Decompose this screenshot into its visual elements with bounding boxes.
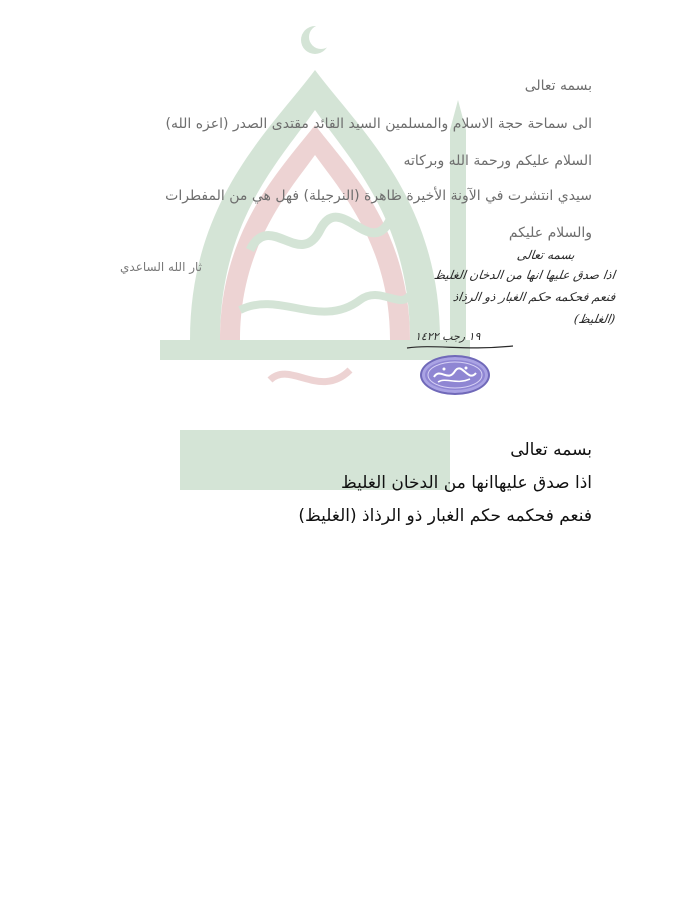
handwritten-date: ١٩ رجب ١٤٢٢ xyxy=(415,330,481,343)
signature-underline xyxy=(405,342,515,352)
letter-question: سيدي انتشرت في الآونة الأخيرة ظاهرة (النرجيلة) فهل هي من المفطرات xyxy=(165,188,592,204)
letter-closing: والسلام عليكم xyxy=(508,225,592,241)
letter-greeting: السلام عليكم ورحمة الله وبركاته xyxy=(403,153,592,169)
answer-line-1: اذا صدق عليهاانها من الدخان الغليظ xyxy=(340,473,592,493)
answer-line-2: فنعم فحكمه حكم الغبار ذو الرذاذ (الغليظ) xyxy=(298,506,592,526)
letter-addressee: الى سماحة حجة الاسلام والمسلمين السيد القائد مقتدى الصدر (اعزه الله) xyxy=(165,116,592,132)
handwritten-line-2: فنعم فحكمه حكم الغبار ذو الرذاذ xyxy=(451,290,616,304)
handwritten-line-1: اذا صدق عليها انها من الدخان الغليظ xyxy=(433,268,616,282)
letter-sender-name: ثار الله الساعدي xyxy=(120,260,203,274)
answer-basmala: بسمه تعالى xyxy=(510,440,592,460)
official-seal-stamp xyxy=(420,355,490,395)
handwritten-line-3: (الغليظ) xyxy=(572,312,616,326)
handwritten-basmala: بسمه تعالى xyxy=(516,248,576,262)
letter-basmala: بسمه تعالى xyxy=(524,78,592,94)
